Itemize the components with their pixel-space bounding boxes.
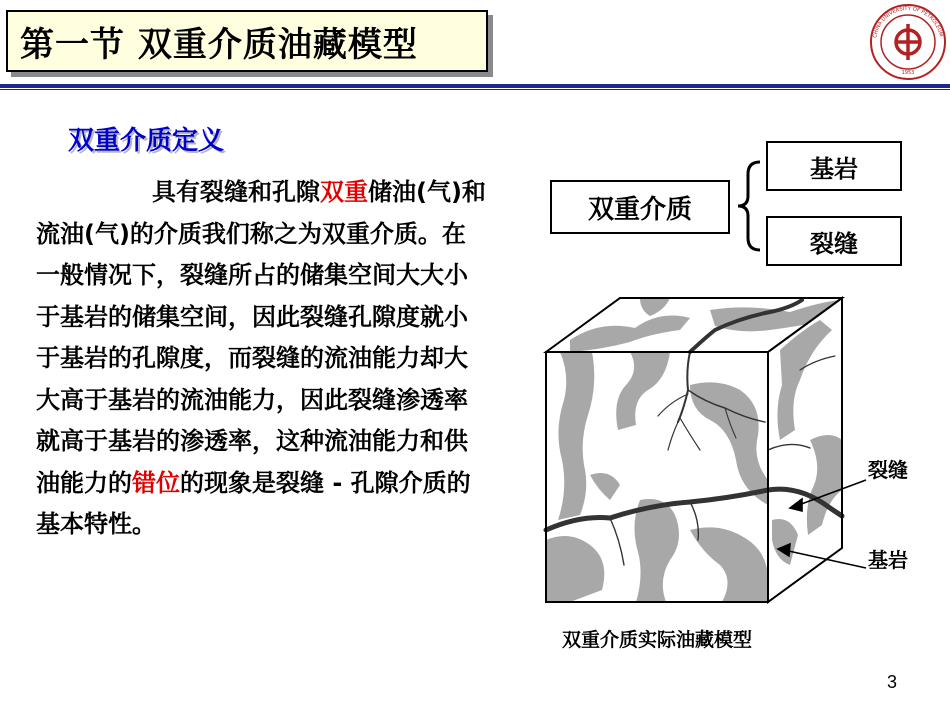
definition-paragraph: [36, 172, 486, 546]
para-part1: 具有裂缝和孔隙: [152, 178, 320, 206]
logo-year: 1953: [901, 70, 915, 76]
matrix-callout-label: 基岩: [868, 548, 908, 572]
header-rule-thin: [0, 89, 950, 90]
slide-title: 第一节 双重介质油藏模型: [20, 24, 418, 65]
curly-brace-icon: [734, 160, 764, 252]
section-subheading: 双重介质定义: [68, 126, 225, 156]
dual-porosity-cube-diagram: [540, 290, 870, 615]
title-box: [6, 10, 488, 72]
dual-medium-box: 双重介质: [550, 180, 730, 234]
logo-ring-text: CHINA UNIVERSITY OF PETROLEUM: [872, 5, 944, 39]
fracture-box: 裂缝: [766, 216, 902, 266]
para-highlight-double: 双重: [320, 178, 368, 206]
fracture-callout-label: 裂缝: [868, 458, 908, 482]
matrix-box: 基岩: [766, 141, 902, 191]
para-part3: 的现象是裂缝 - 孔隙介质的基本特性。: [36, 468, 471, 538]
university-seal-icon: [868, 2, 948, 82]
diagram-caption: 双重介质实际油藏模型: [562, 629, 753, 651]
para-highlight-misalign: 错位: [132, 468, 180, 497]
header-rule: [0, 84, 950, 88]
page-number: 3: [887, 672, 898, 692]
para-part2: 储油(气)和流油(气)的介质我们称之为双重介质。在一般情况下，裂缝所占的储集空间大大小于基岩的储集空间，因此裂缝孔隙度就小于基岩的孔隙度，而裂缝的流油能力却大大高于基岩的流油能力，因此裂缝渗透率就高于基岩的渗透率，这种流油能力和供油能力的: [36, 178, 486, 497]
